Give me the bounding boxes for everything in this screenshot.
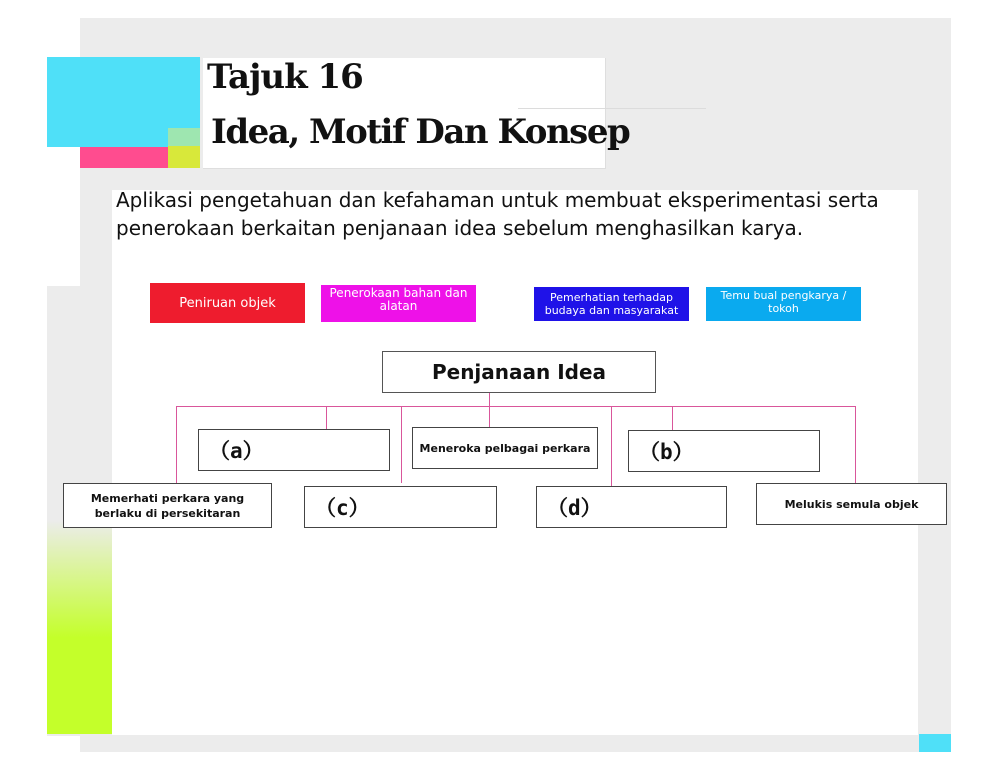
- center-node-penjanaan-idea: Penjanaan Idea: [382, 351, 656, 393]
- pink-bar-decoration: [80, 147, 170, 168]
- node-a: （a）: [198, 429, 390, 471]
- title-divider: [518, 108, 706, 109]
- page-title: Tajuk 16: [207, 57, 363, 97]
- category-pemerhatian-budaya: Pemerhatian terhadap budaya dan masyarakat: [534, 287, 689, 321]
- node-melukis: Melukis semula objek: [756, 483, 947, 525]
- lime-square-overlap: [168, 128, 200, 146]
- connector-d: [611, 406, 612, 486]
- connector-center-down: [489, 393, 490, 406]
- category-peniruan-objek: Peniruan objek: [150, 283, 305, 323]
- connector-b: [672, 406, 673, 430]
- node-memerhati: Memerhati perkara yang berlaku di persekitaran: [63, 483, 272, 528]
- node-d: （d）: [536, 486, 727, 528]
- green-gradient-bar: [47, 520, 112, 734]
- connector-horizontal: [176, 406, 855, 407]
- node-b: （b）: [628, 430, 820, 472]
- node-c: （c）: [304, 486, 497, 528]
- connector-meneroka: [489, 406, 490, 427]
- connector-memerhati: [176, 406, 177, 483]
- intro-text: Aplikasi pengetahuan dan kefahaman untuk membuat eksperimentasi serta penerokaan berkaitan penjanaan idea sebelum menghasilkan karya.: [116, 188, 879, 240]
- connector-a: [326, 406, 327, 429]
- cyan-corner-decoration: [919, 734, 951, 752]
- category-penerokaan-bahan: Penerokaan bahan dan alatan: [321, 285, 476, 322]
- connector-melukis: [855, 406, 856, 483]
- node-meneroka: Meneroka pelbagai perkara: [412, 427, 598, 469]
- page-subtitle: Idea, Motif Dan Konsep: [211, 112, 630, 152]
- connector-c: [401, 406, 402, 483]
- category-temu-bual: Temu bual pengkarya / tokoh: [706, 287, 861, 321]
